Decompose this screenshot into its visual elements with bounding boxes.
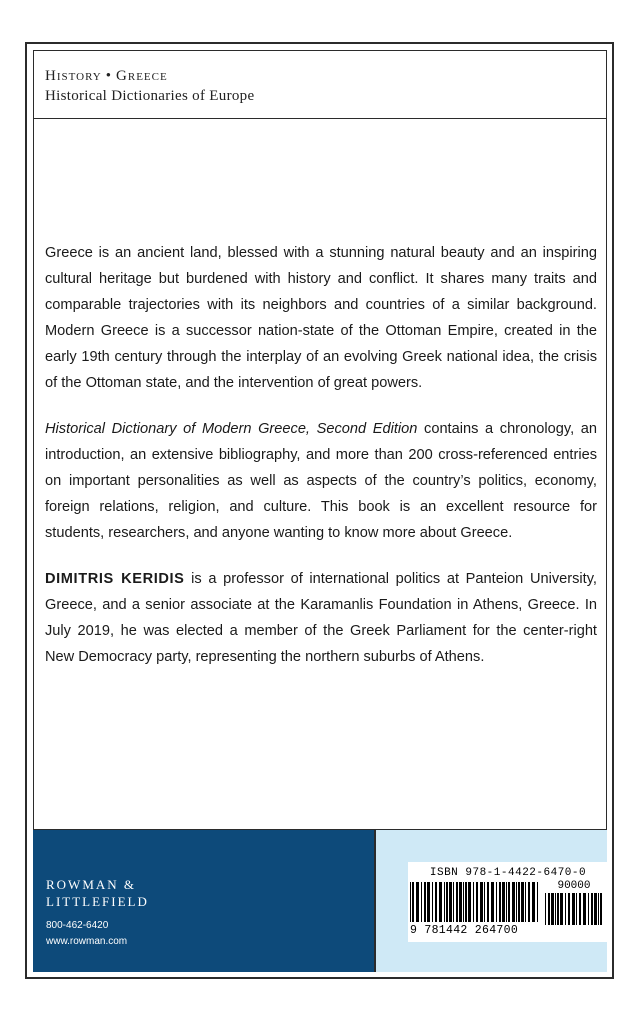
barcode-bar bbox=[435, 882, 437, 922]
author-name: DIMITRIS KERIDIS bbox=[45, 571, 185, 587]
barcode-bar bbox=[449, 882, 452, 922]
barcode-bar bbox=[568, 893, 570, 925]
barcode-bar bbox=[480, 882, 483, 922]
ean-barcode bbox=[410, 882, 540, 926]
barcode-bar bbox=[453, 882, 454, 922]
publisher-name-line2: LITTLEFIELD bbox=[46, 894, 149, 909]
barcode-bar bbox=[545, 893, 546, 925]
author-bio: is a professor of international politics at Panteion University, Greece, and a senior associate at the Karamanlis Foundation in Athens, Greece. In July 2019, he was elected a member of the Greek Parliament for the center-right New Democracy party, representing the northern suburbs of Athens. bbox=[45, 571, 597, 665]
barcode-bar bbox=[487, 882, 489, 922]
barcode-bar bbox=[521, 882, 524, 922]
barcode-bar bbox=[588, 893, 589, 925]
barcode-bar bbox=[548, 893, 550, 925]
category-greece: Greece bbox=[116, 68, 168, 84]
barcode-bar bbox=[444, 882, 445, 922]
barcode-bar bbox=[594, 893, 597, 925]
series-header bbox=[45, 66, 254, 106]
barcode-bar bbox=[598, 893, 599, 925]
book-paragraph bbox=[45, 416, 597, 546]
barcode-bar bbox=[528, 882, 530, 922]
barcode-bar bbox=[516, 882, 517, 922]
barcode-bar bbox=[551, 893, 554, 925]
barcode-bar bbox=[499, 882, 501, 922]
header-divider bbox=[33, 118, 607, 119]
publisher-panel bbox=[33, 830, 375, 972]
barcode-bar bbox=[476, 882, 478, 922]
barcode-bar bbox=[583, 893, 586, 925]
category-history: History bbox=[45, 68, 102, 84]
barcode-bar bbox=[456, 882, 458, 922]
barcode-bar bbox=[565, 893, 566, 925]
category-separator: • bbox=[105, 68, 113, 84]
barcode-bar bbox=[484, 882, 485, 922]
barcode-bar bbox=[579, 893, 581, 925]
barcode-bar bbox=[508, 882, 510, 922]
isbn-number: ISBN 978-1-4422-6470-0 bbox=[429, 867, 587, 879]
barcode-bar bbox=[465, 882, 467, 922]
barcode-bar bbox=[424, 882, 426, 922]
barcode-bar bbox=[432, 882, 433, 922]
barcode-bar bbox=[491, 882, 494, 922]
barcode-bar bbox=[512, 882, 515, 922]
barcode-bar bbox=[502, 882, 505, 922]
barcode-bar bbox=[506, 882, 507, 922]
publisher-name-line1: ROWMAN & bbox=[46, 877, 137, 892]
footer-vertical-divider bbox=[374, 830, 376, 972]
barcode-bar bbox=[532, 882, 535, 922]
barcode-bar bbox=[600, 893, 602, 925]
barcode-bar bbox=[518, 882, 520, 922]
publisher-phone: 800-462-6420 bbox=[46, 920, 109, 931]
barcode-bar bbox=[591, 893, 593, 925]
barcode-bar bbox=[412, 882, 414, 922]
barcode-bar bbox=[496, 882, 497, 922]
subject-categories bbox=[45, 66, 254, 86]
publisher-website: www.rowman.com bbox=[46, 936, 128, 947]
barcode-bar bbox=[468, 882, 471, 922]
barcode-bar bbox=[537, 882, 538, 922]
barcode-bar bbox=[427, 882, 430, 922]
barcode-bar bbox=[410, 882, 411, 922]
barcode-bar bbox=[459, 882, 462, 922]
author-paragraph bbox=[45, 566, 597, 670]
series-title: Historical Dictionaries of Europe bbox=[45, 88, 255, 104]
barcode-bar bbox=[446, 882, 448, 922]
back-cover-description bbox=[45, 240, 597, 690]
book-title: Historical Dictionary of Modern Greece, Second Edition bbox=[45, 421, 418, 437]
barcode-bar bbox=[560, 893, 563, 925]
barcode-bar bbox=[572, 893, 575, 925]
barcode-digits: 9 781442 264700 bbox=[410, 924, 519, 937]
publisher-logo bbox=[46, 876, 149, 910]
barcode-bar bbox=[557, 893, 559, 925]
publisher-contact bbox=[46, 918, 127, 950]
barcode-bar bbox=[473, 882, 474, 922]
price-addon-number: 90000 bbox=[557, 880, 591, 892]
addon-barcode bbox=[545, 893, 603, 937]
barcode-bar bbox=[421, 882, 422, 922]
barcode-bar bbox=[525, 882, 526, 922]
intro-paragraph: Greece is an ancient land, blessed with a stunning natural beauty and an inspiring cultural heritage but burdened with history and conflict. It shares many traits and comparable trajectories with its neighbors and countries of a similar background. Modern Greece is a successor nation-state of the Ottoman Empire, created in the early 19th century through the interplay of an evolving Greek national idea, the crisis of the Ottoman state, and the intervention of great powers. bbox=[45, 245, 597, 391]
barcode-bar bbox=[463, 882, 464, 922]
barcode-bar bbox=[439, 882, 442, 922]
book-summary: contains a chronology, an introduction, an extensive bibliography, and more than 200 cross-referenced entries on important personalities as well as aspects of the country’s politics, economy, foreign relations, religion, and culture. This book is an excellent resource for students, researchers, and anyone wanting to know more about Greece. bbox=[45, 421, 597, 541]
barcode-bar bbox=[576, 893, 577, 925]
barcode-bar bbox=[416, 882, 419, 922]
barcode-bar bbox=[555, 893, 556, 925]
